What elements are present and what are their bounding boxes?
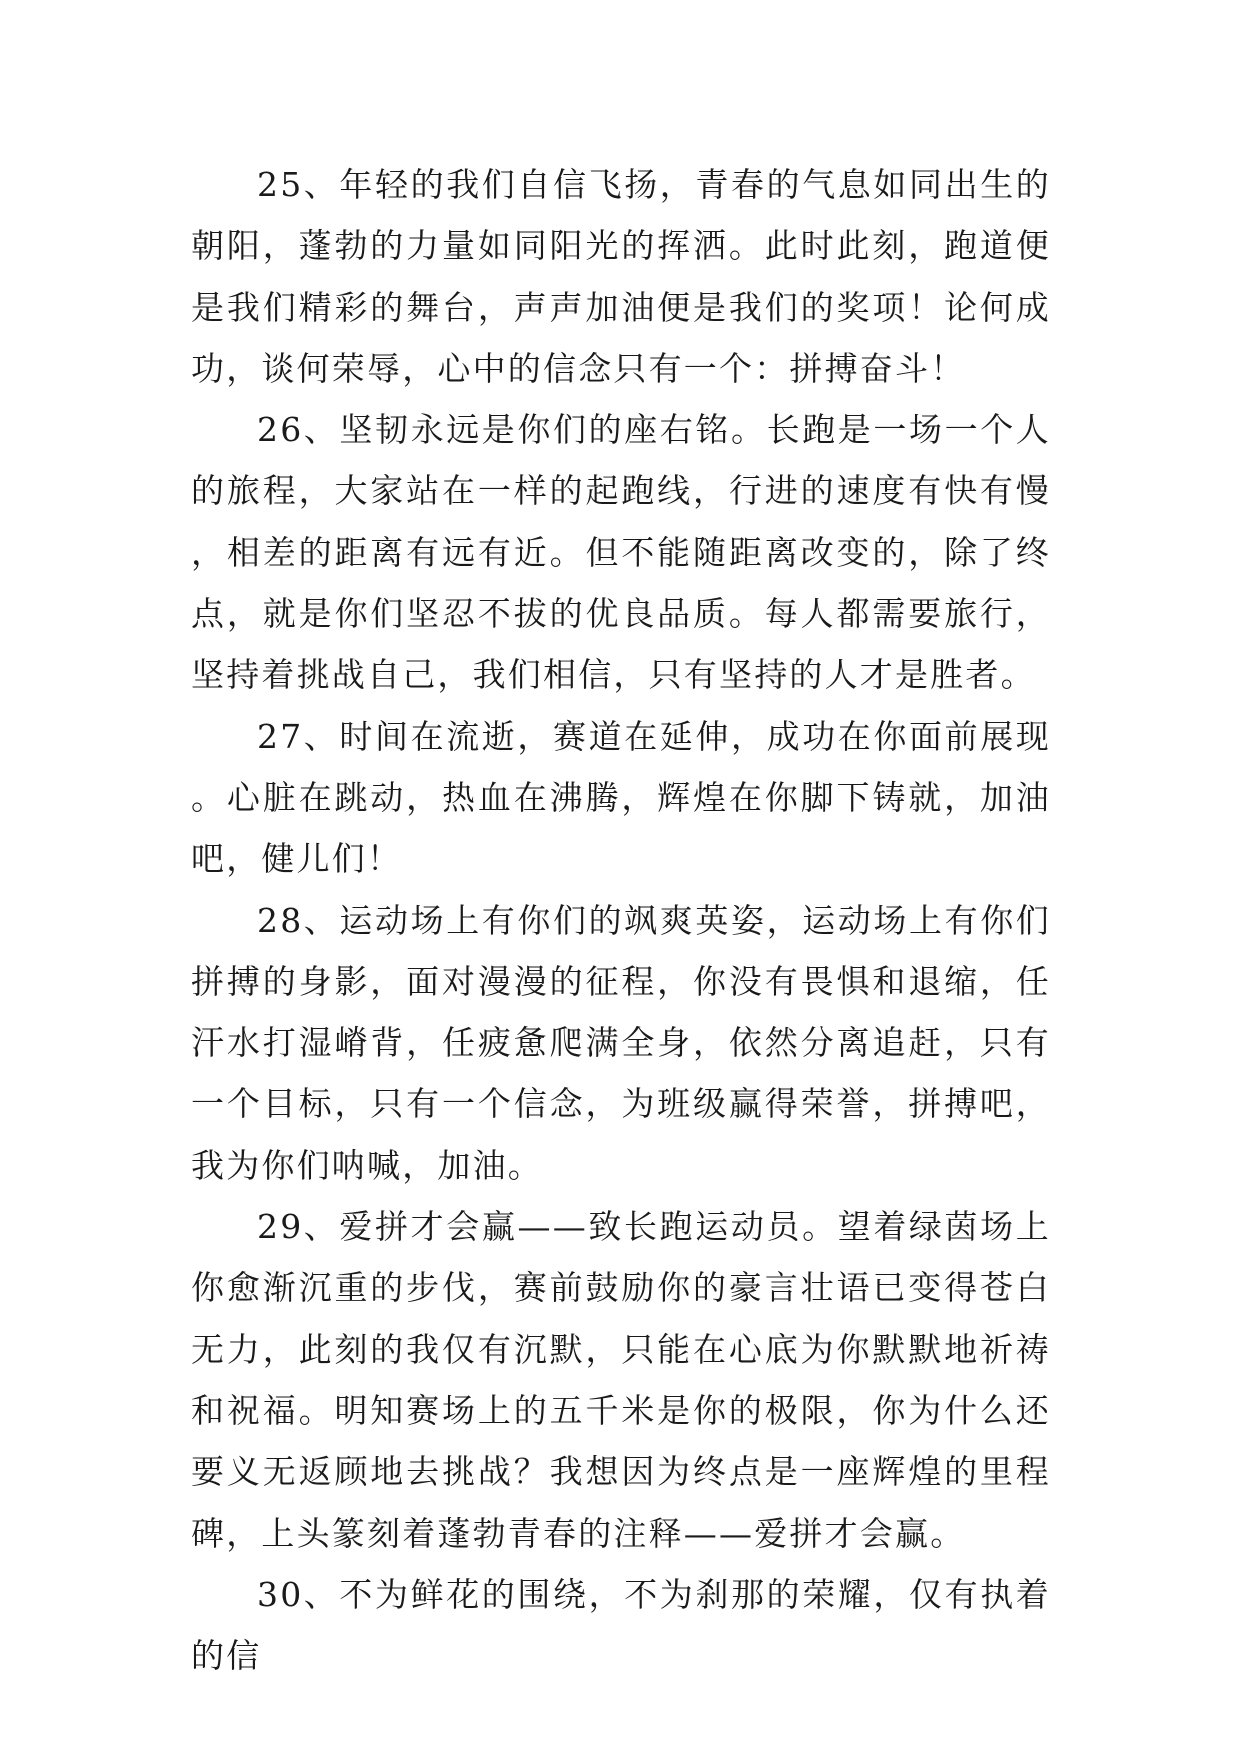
paragraph-26: 26、坚韧永远是你们的座右铭。长跑是一场一个人的旅程，大家站在一样的起跑线，行进的速度有快有慢，相差的距离有远有近。但不能随距离改变的，除了终点，就是你们坚忍不拔的优良品质。每人都需要旅行，坚持着挑战自己，我们相信，只有坚持的人才是胜者。 [191, 410, 1051, 695]
paragraph-29: 29、爱拼才会赢——致长跑运动员。望着绿茵场上你愈渐沉重的步伐，赛前鼓励你的豪言壮语已变得苍白无力，此刻的我仅有沉默，只能在心底为你默默地祈祷和祝福。明知赛场上的五千米是你的极限，你为什么还要义无返顾地去挑战？我想因为终点是一座辉煌的里程碑，上头篆刻着蓬勃青春的注释——爱拼才会赢。 [191, 1207, 1051, 1553]
paragraph-28: 28、运动场上有你们的飒爽英姿，运动场上有你们拼搏的身影，面对漫漫的征程，你没有畏惧和退缩，任汗水打湿嵴背，任疲惫爬满全身，依然分离追赶，只有一个目标，只有一个信念，为班级赢得荣誉，拼搏吧，我为你们呐喊，加油。 [191, 900, 1051, 1185]
paragraph-25: 25、年轻的我们自信飞扬，青春的气息如同出生的朝阳，蓬勃的力量如同阳光的挥洒。此时此刻，跑道便是我们精彩的舞台，声声加油便是我们的奖项！论何成功，谈何荣辱，心中的信念只有一个：拼搏奋斗！ [191, 165, 1051, 388]
document-body [191, 154, 1051, 1686]
paragraph-30: 30、不为鲜花的围绕，不为刹那的荣耀，仅有执着的信 [191, 1574, 1051, 1676]
paragraph-27: 27、时间在流逝，赛道在延伸，成功在你面前展现。心脏在跳动，热血在沸腾，辉煌在你脚下铸就，加油吧，健儿们！ [191, 716, 1051, 879]
